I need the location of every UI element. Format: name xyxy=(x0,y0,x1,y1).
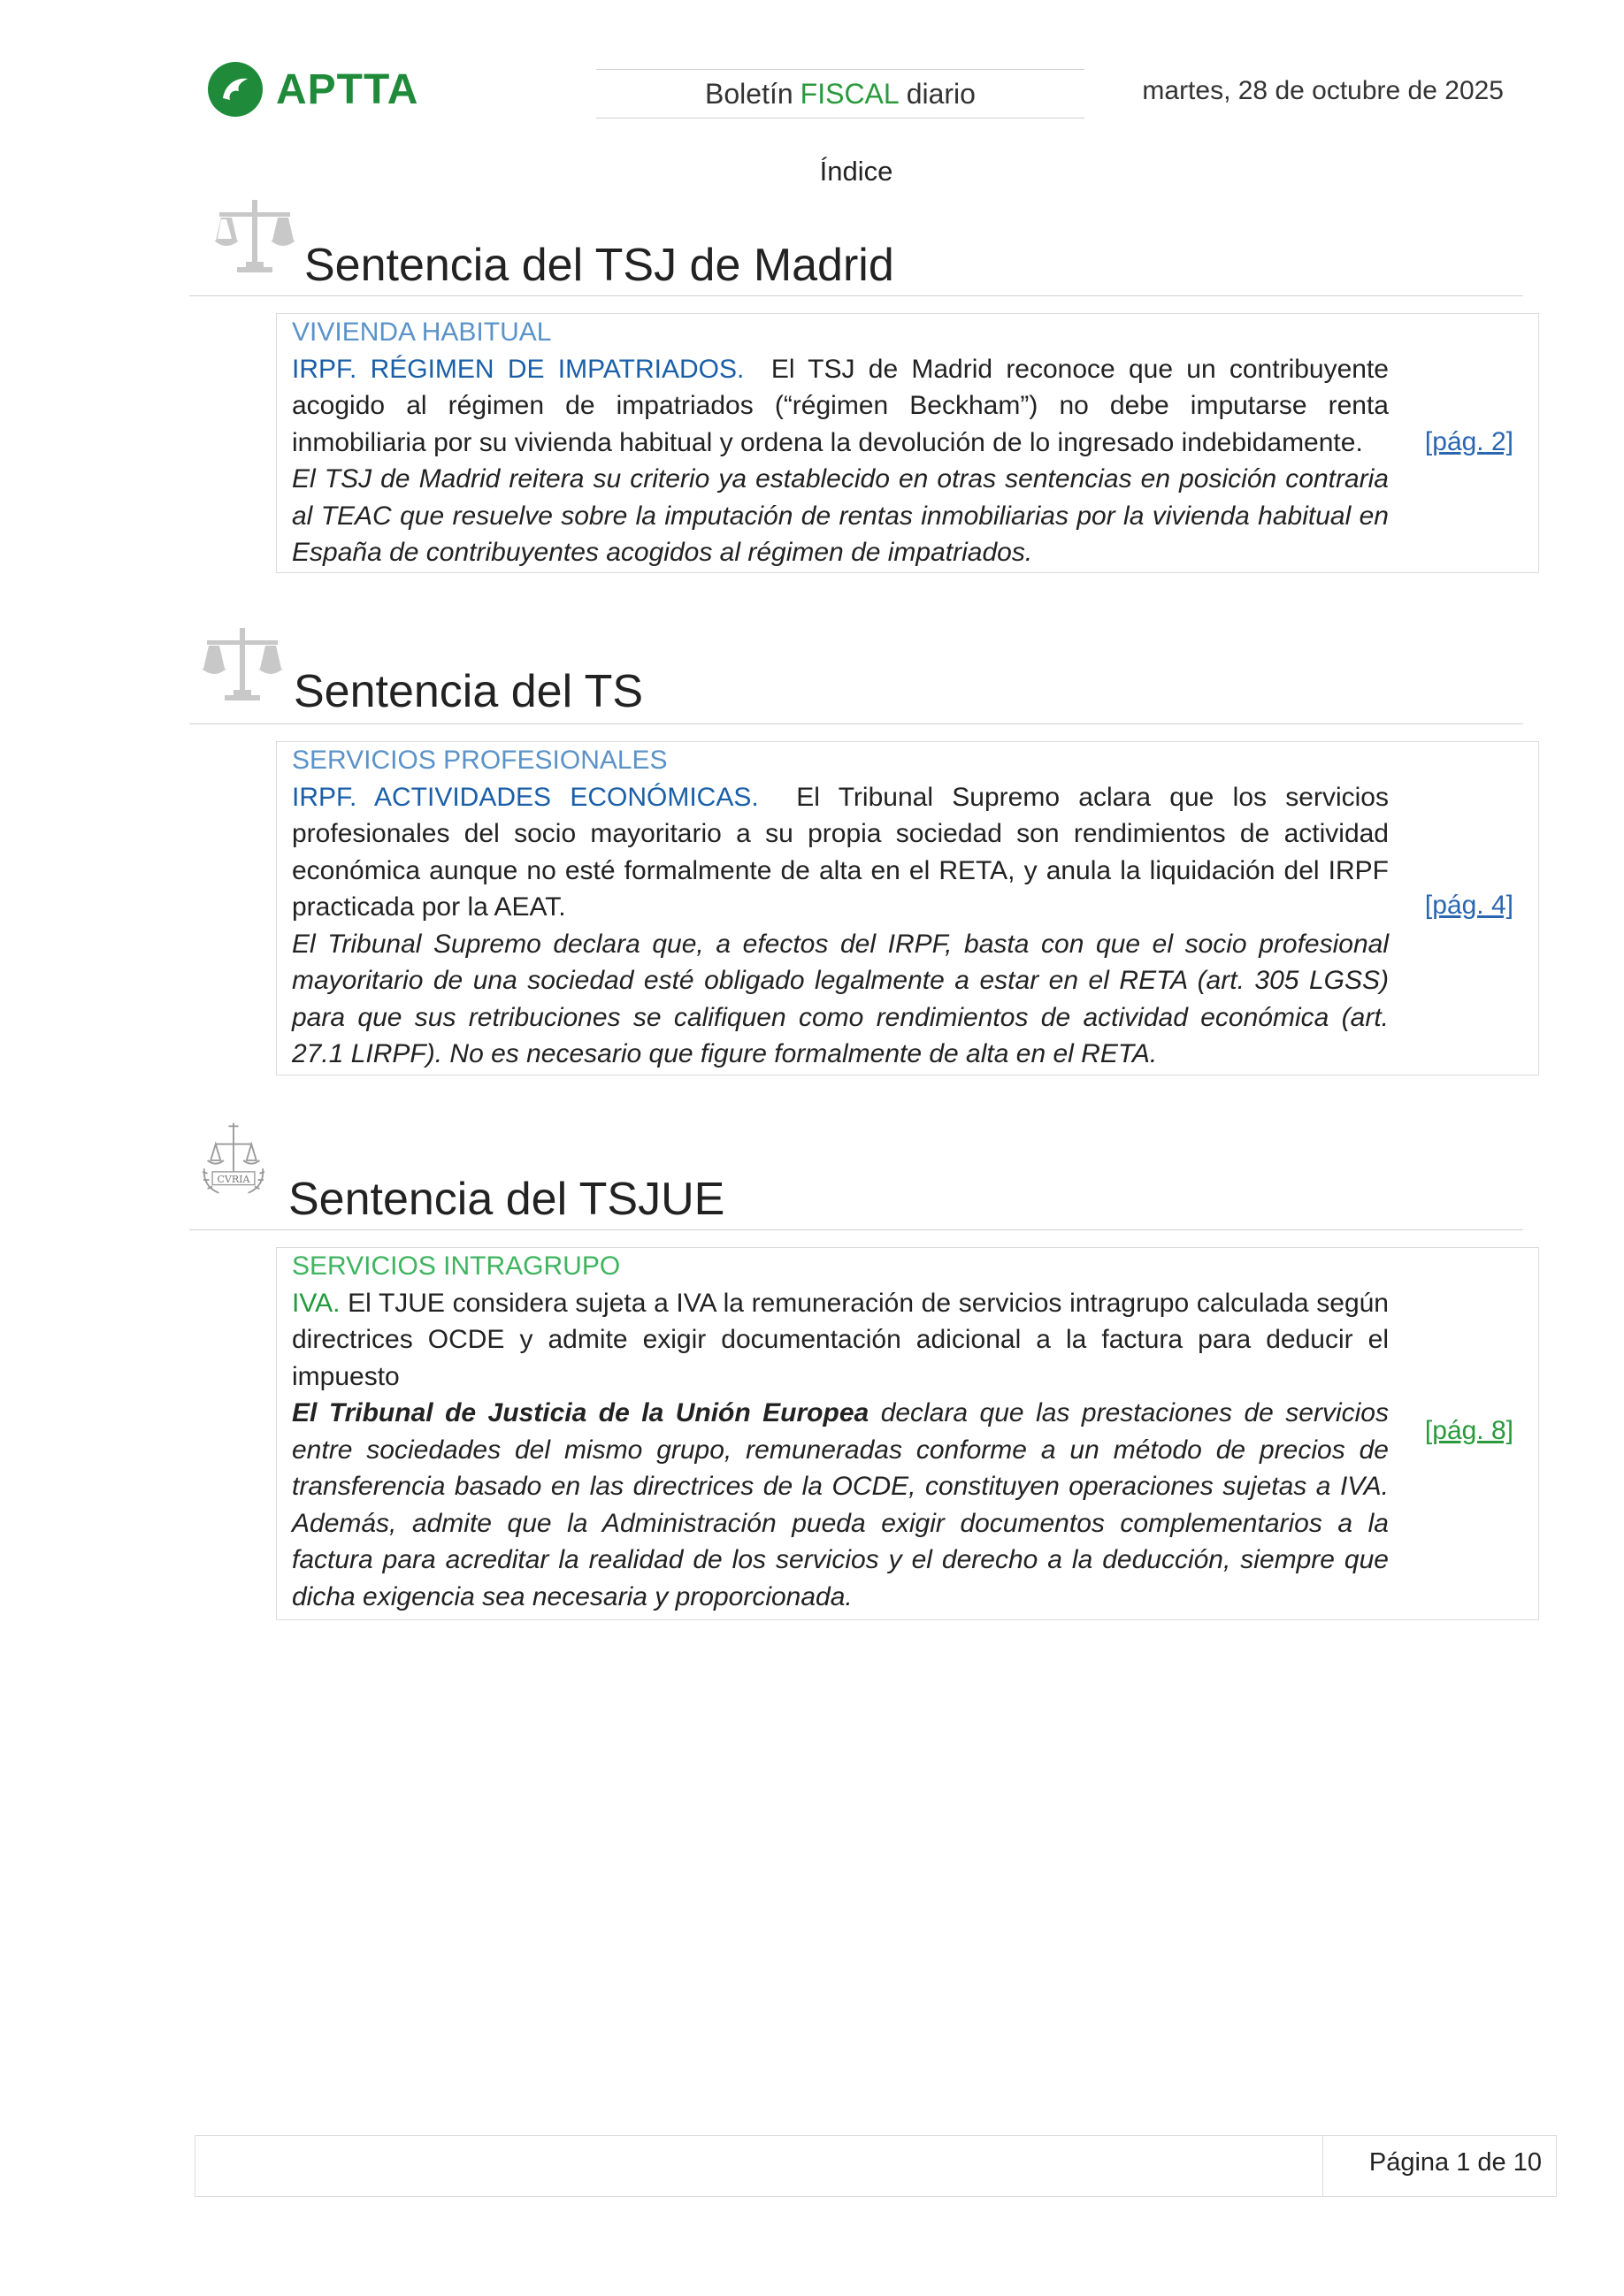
section-2-category: SERVICIOS PROFESIONALES xyxy=(292,746,668,775)
scales-icon xyxy=(214,196,295,278)
section-2-tag: IRPF. ACTIVIDADES ECONÓMICAS. xyxy=(292,782,759,812)
section-3-lead-text: El TJUE considera sujeta a IVA la remuneración de servicios intragrupo calculada según directrices OCDE y admite exigir documentación adicional a la factura para deducir el impuesto xyxy=(292,1288,1389,1391)
logo-text: APTTA xyxy=(276,65,419,113)
section-1-page-link[interactable]: [pág. 2] xyxy=(1424,427,1513,456)
section-1-title: Sentencia del TSJ de Madrid xyxy=(304,240,894,291)
bulletin-date: martes, 28 de octubre de 2025 xyxy=(1142,76,1504,105)
section-2-page-link[interactable]: [pág. 4] xyxy=(1424,891,1513,920)
section-2-lead-text: El Tribunal Supremo aclara que los servicios profesionales del socio mayoritario a su propia sociedad son rendimientos de actividad económica aunque no esté formalmente de alta en el RETA, y anula la liquidación del IRPF practicada por la AEAT. xyxy=(292,782,1389,922)
section-2-icon-wrap xyxy=(202,624,283,710)
section-1-lead xyxy=(292,351,1389,462)
index-title: Índice xyxy=(819,156,893,187)
section-3-title: Sentencia del TSJUE xyxy=(288,1174,725,1225)
section-3-divider xyxy=(189,1229,1523,1230)
section-3-card xyxy=(276,1247,1539,1620)
section-2-divider xyxy=(189,723,1523,724)
page-footer xyxy=(195,2135,1557,2197)
section-1-icon-wrap xyxy=(214,196,295,282)
section-2-card-content xyxy=(292,742,1389,1073)
section-1-divider xyxy=(189,295,1523,296)
section-2-card xyxy=(276,741,1539,1075)
section-1-tag: IRPF. RÉGIMEN DE IMPATRIADOS. xyxy=(292,354,745,384)
section-2-title: Sentencia del TS xyxy=(294,666,644,717)
aptta-logo-icon xyxy=(205,59,265,119)
section-1-category: VIVIENDA HABITUAL xyxy=(292,318,552,347)
aptta-logo xyxy=(205,58,453,120)
section-3-tag: IVA. xyxy=(292,1288,341,1318)
section-3-summary xyxy=(292,1395,1389,1615)
page-number: Página 1 de 10 xyxy=(1368,2148,1542,2177)
section-3-summary-bold: El Tribunal de Justicia de la Unión Europea xyxy=(292,1398,869,1427)
footer-divider xyxy=(1322,2136,1323,2196)
section-1-lead-text: El TSJ de Madrid reconoce que un contribuyente acogido al régimen de impatriados (“régimen Beckham”) no debe imputarse renta inmobiliaria por su vivienda habitual y ordena la devolución de lo ingresado indebidamente. xyxy=(292,354,1389,457)
bulletin-title-part1: Boletín xyxy=(705,77,793,110)
curia-seal-icon xyxy=(193,1120,274,1201)
section-2-summary: El Tribunal Supremo declara que, a efectos del IRPF, basta con que el socio profesional mayoritario de una sociedad esté obligado legalmente a estar en el RETA (art. 305 LGSS) para que sus retribuciones se califiquen como rendimientos de actividad económica (art. 27.1 LIRPF). No es necesario que figure formalmente de alta en el RETA. xyxy=(292,929,1389,1068)
curia-seal-text: CVRIA xyxy=(217,1173,250,1185)
section-1-card-content xyxy=(292,314,1389,571)
section-3-card-content xyxy=(292,1248,1389,1615)
section-3-page-link[interactable]: [pág. 8] xyxy=(1424,1416,1513,1445)
bulletin-title-part3: diario xyxy=(906,77,976,110)
bulletin-title xyxy=(596,69,1084,119)
scales-icon xyxy=(202,624,283,706)
section-1-summary: El TSJ de Madrid reitera su criterio ya establecido en otras sentencias en posición contraria al TEAC que resuelve sobre la imputación de rentas inmobiliarias por la vivienda habitual en España de contribuyentes acogidos al régimen de impatriados. xyxy=(292,464,1389,567)
bulletin-title-fiscal: FISCAL xyxy=(800,77,900,110)
section-3-category: SERVICIOS INTRAGRUPO xyxy=(292,1251,621,1281)
section-3-icon-wrap xyxy=(193,1120,274,1205)
section-2-lead xyxy=(292,779,1389,926)
section-1-card xyxy=(276,313,1539,573)
section-3-lead xyxy=(292,1285,1389,1396)
section-3-summary-text: declara que las prestaciones de servicios entre sociedades del mismo grupo, remuneradas conforme a un método de precios de transferencia basado en las directrices de la OCDE, constituyen operaciones sujetas a IVA. Además, admite que la Administración pueda exigir documentos complementarios a la factura para acreditar la realidad de los servicios y el derecho a la deducción, siempre que dicha exigencia sea necesaria y proporcionada. xyxy=(292,1398,1389,1611)
